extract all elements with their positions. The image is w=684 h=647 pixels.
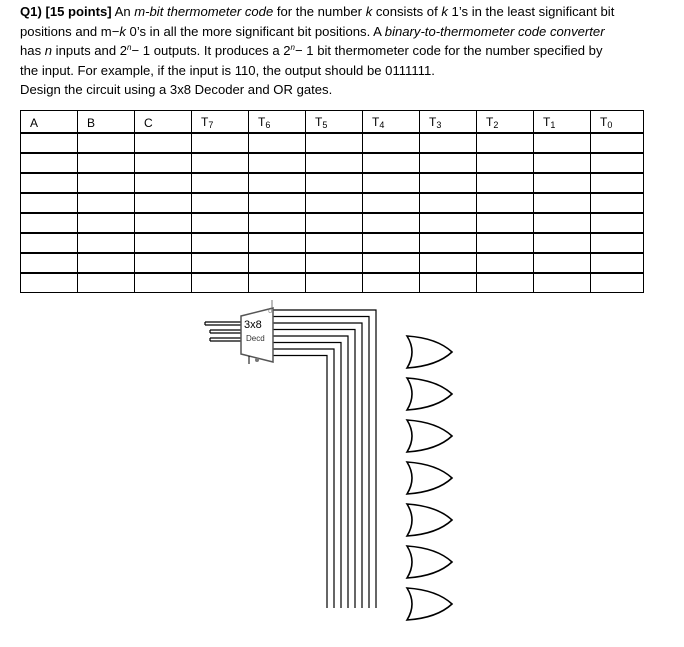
decoder-label: 3x8 (244, 319, 262, 331)
question-line-2: positions and m−k 0’s in all the more significant bit positions. A binary-to-thermometer code converter (20, 23, 605, 39)
or-gates (407, 336, 452, 620)
decoder-block (241, 300, 273, 364)
question-line-3: has n inputs and $2^n- 1$ outputs. It produces a $2^n- 1$ bit thermometer code for the number specified by (20, 43, 603, 59)
column-header: T1 (534, 111, 591, 134)
or-gate (407, 420, 452, 452)
question-label: Q1) [15 points] (20, 4, 112, 19)
decoder-output-wire (273, 330, 355, 609)
column-header: T4 (363, 111, 420, 134)
decoder-enable-label: U (268, 308, 273, 315)
or-gate (407, 336, 452, 368)
decoder-output-wire (273, 356, 327, 609)
column-header: B (78, 111, 135, 134)
or-gate (407, 378, 452, 410)
decoder-output-wire (273, 323, 362, 608)
question-line-4: the input. For example, if the input is 110, the output should be 0111111. (20, 62, 435, 78)
or-gate (407, 546, 452, 578)
decoder-output-wire (273, 336, 348, 608)
column-header: T6 (249, 111, 306, 134)
decoder-output-wire (273, 310, 376, 608)
column-header: C (135, 111, 192, 134)
decoder-output-wires (273, 310, 376, 608)
column-header: T2 (477, 111, 534, 134)
decoder-output-wire (273, 343, 341, 609)
decoder-sublabel: Decd (246, 334, 265, 343)
input-wires (205, 322, 244, 341)
decoder-output-wire (273, 349, 334, 608)
column-header: T3 (420, 111, 477, 134)
column-header: T7 (192, 111, 249, 134)
or-gate (407, 462, 452, 494)
column-header: T5 (306, 111, 363, 134)
column-header: A (21, 111, 78, 134)
or-gate (407, 588, 452, 620)
column-header: T0 (591, 111, 644, 134)
or-gate (407, 504, 452, 536)
question-line-1: Q1) [15 points] An m-bit thermometer code for the number k consists of k 1’s in the least significant bit (20, 4, 615, 19)
decoder-bubble (255, 358, 259, 362)
question-line-5: Design the circuit using a 3x8 Decoder and OR gates. (20, 82, 333, 98)
